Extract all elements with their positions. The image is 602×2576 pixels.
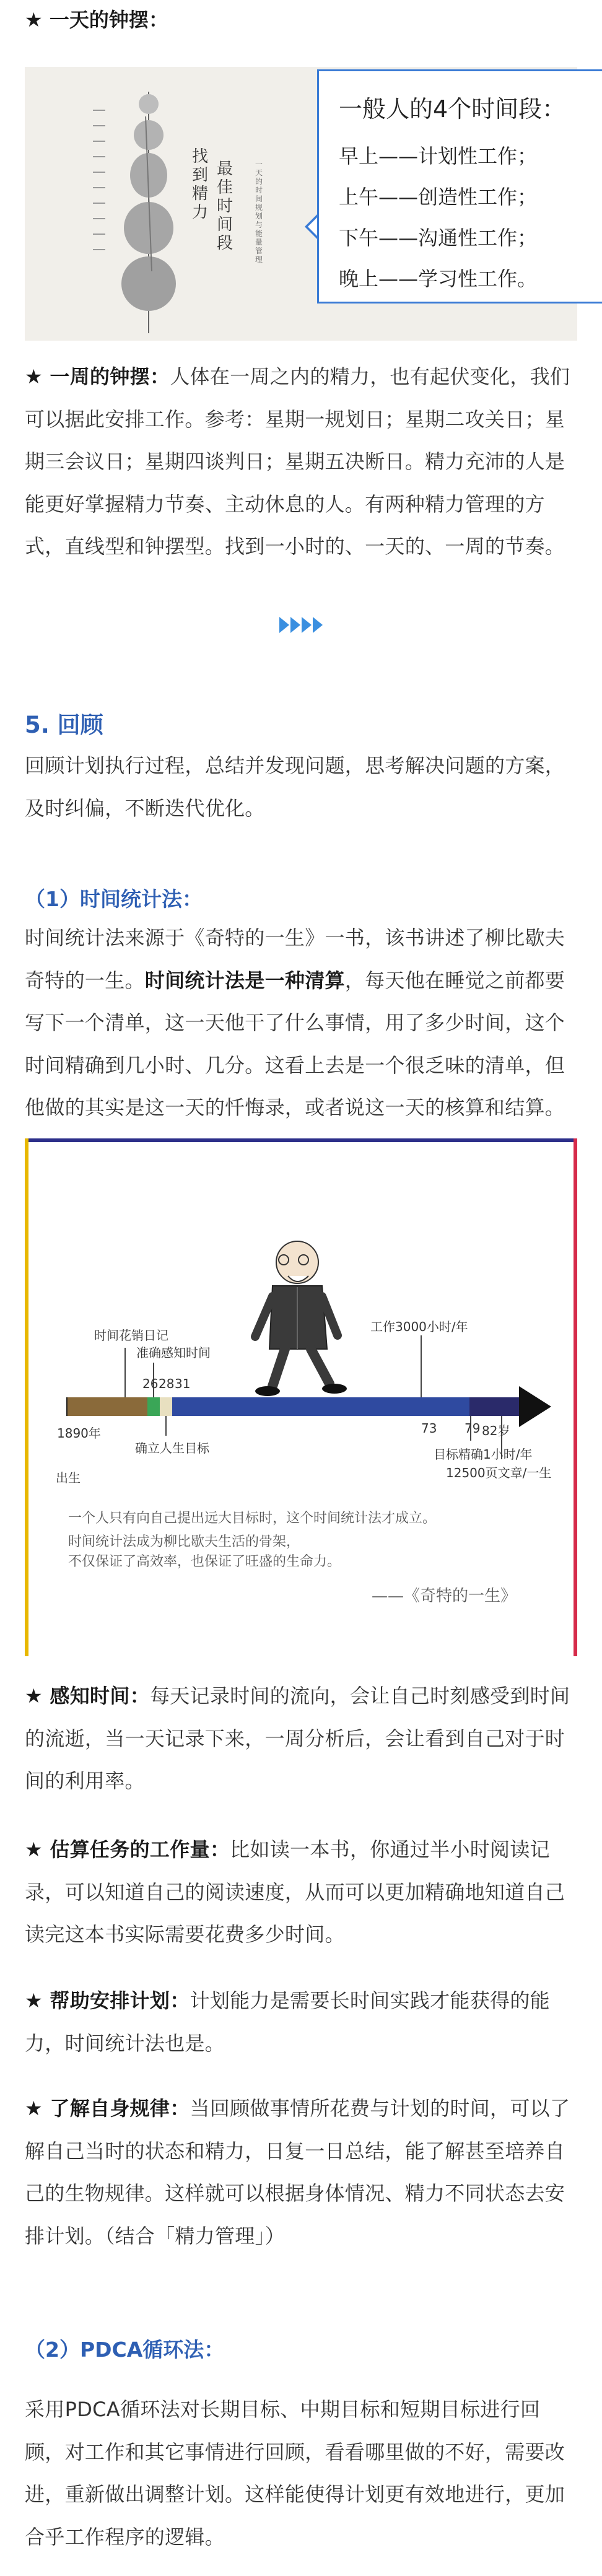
bubble-line: 晚上——学习性工作。: [339, 267, 538, 290]
chevron-right-icon: [302, 617, 312, 633]
weekly-pendulum-paragraph: [25, 356, 577, 568]
benefit-lead: ★ 估算任务的工作量：: [25, 1838, 230, 1861]
time-stats-bold: 时间统计法是一种清算: [144, 968, 345, 992]
timeline-frame: [25, 1138, 577, 1656]
time-stats-text-before: 时间统计法来源于《奇特的一生》一书，该书讲述了柳比歇夫奇特的一生。: [25, 926, 565, 992]
timeline-year: 28: [159, 1376, 175, 1391]
section-title: 5. 回顾: [25, 712, 103, 738]
weekly-pendulum-lead: ★ 一周的钟摆：: [25, 365, 170, 388]
timeline-label-bottom: 12500页文章/一生: [446, 1465, 552, 1480]
timeline-label-bottom: 确立人生目标: [135, 1441, 209, 1456]
benefit-text: 每天记录时间的流向，会让自己时刻感受到时间的流逝，当一天记录下来，一周分析后，会让看到自己对于时间的利用率。: [25, 1684, 570, 1792]
bubble-line: 上午——创造性工作；: [339, 185, 538, 209]
timeline-caption-line: 时间统计法成为柳比歇夫生活的骨架，: [68, 1534, 300, 1550]
timeline-caption-source: ——《奇特的一生》: [372, 1587, 517, 1605]
daily-pendulum-heading: ★ 一天的钟摆：: [25, 8, 168, 32]
time-stats-paragraph: [25, 917, 577, 1129]
timeline-year: 73: [421, 1421, 437, 1436]
timeline-year: 82岁: [482, 1423, 510, 1438]
benefit-lead: ★ 了解自身规律：: [25, 2097, 190, 2120]
benefit-item: [25, 1828, 577, 1956]
benefit-item: [25, 2087, 577, 2257]
pendulum-drawing: [25, 67, 317, 341]
benefit-lead: ★ 感知时间：: [25, 1684, 150, 1708]
timeline-label-bottom: 出生: [56, 1470, 81, 1485]
timeline-label-top: 工作3000小时/年: [370, 1319, 468, 1334]
handwriting-col-2: 最佳 时间段: [217, 160, 233, 253]
benefit-item: [25, 1980, 577, 2064]
arrow-divider: [0, 617, 602, 635]
benefit-text: 当回顾做事情所花费与计划的时间，可以了解自己当时的状态和精力，日复一日总结，能了解甚至培养自己的生物规律。这样就可以根据身体情况、精力不同状态去安排计划。（结合「精力管理」）: [25, 2097, 570, 2248]
timeline-year: 31: [175, 1376, 191, 1391]
pdca-subtitle: （2）PDCA循环法：: [25, 2338, 225, 2362]
benefit-text: 计划能力是需要长时间实践才能获得的能力，时间统计法也是。: [25, 1989, 550, 2055]
chevron-right-icon: [290, 617, 300, 633]
timeline-image: [25, 1138, 577, 1656]
timeline-year: 26: [142, 1376, 159, 1391]
time-stats-subtitle: （1）时间统计法：: [25, 887, 203, 911]
timeline-year: 1890年: [57, 1426, 101, 1441]
section-intro: 回顾计划执行过程，总结并发现问题，思考解决问题的方案，及时纠偏，不断迭代优化。: [25, 754, 565, 820]
benefit-lead: ★ 帮助安排计划：: [25, 1989, 190, 2012]
pendulum-image: [25, 67, 577, 341]
chevron-right-icon: [313, 617, 323, 633]
timeline-label-top: 准确感知时间: [136, 1345, 211, 1360]
timeline-caption-line: 一个人只有向自己提出远大目标时，这个时间统计法才成立。: [68, 1511, 437, 1526]
chevron-right-icon: [279, 617, 289, 633]
benefit-item: [25, 1675, 577, 1802]
bubble-title: 一般人的4个时间段：: [339, 95, 566, 123]
time-periods-bubble: [317, 69, 602, 303]
timeline-label-top: 时间花销日记: [94, 1328, 168, 1343]
bubble-line: 早上——计划性工作；: [339, 144, 538, 168]
handwriting-small: 一天的时间规划与能量管理: [255, 160, 263, 264]
timeline-label-bottom: 目标精确1小时/年: [434, 1447, 533, 1462]
timeline-caption-line: 不仅保证了高效率，也保证了旺盛的生命力。: [68, 1554, 341, 1570]
time-stats-text-after: ，每天他在睡觉之前都要写下一个清单，这一天他干了什么事情，用了多少时间，这个时间精确到几小时、几分。这看上去是一个很乏味的清单，但他做的其实是这一天的忏悔录，或者说这一天的核算和结算。: [25, 968, 565, 1119]
timeline-year: 79: [465, 1421, 481, 1436]
benefit-text: 比如读一本书，你通过半小时阅读记录，可以知道自己的阅读速度，从而可以更加精确地知道自己读完这本书实际需要花费多少时间。: [25, 1838, 565, 1946]
handwriting-col-1: 找到 精力: [192, 147, 209, 222]
bubble-line: 下午——沟通性工作；: [339, 226, 538, 250]
weekly-pendulum-text: 人体在一周之内的精力，也有起伏变化，我们可以据此安排工作。参考：星期一规划日；星期二攻关日；星期三会议日；星期四谈判日；星期五决断日。精力充沛的人是能更好掌握精力节奏、主动休息的人。有两种精力管理的方式，直线型和钟摆型。找到一小时的、一天的、一周的节奏。: [25, 365, 570, 558]
pdca-paragraph: 采用PDCA循环法对长期目标、中期目标和短期目标进行回顾，对工作和其它事情进行回顾，看看哪里做的不好，需要改进，重新做出调整计划。这样能使得计划更有效地进行，更加合乎工作程序的逻辑。: [25, 2398, 565, 2549]
